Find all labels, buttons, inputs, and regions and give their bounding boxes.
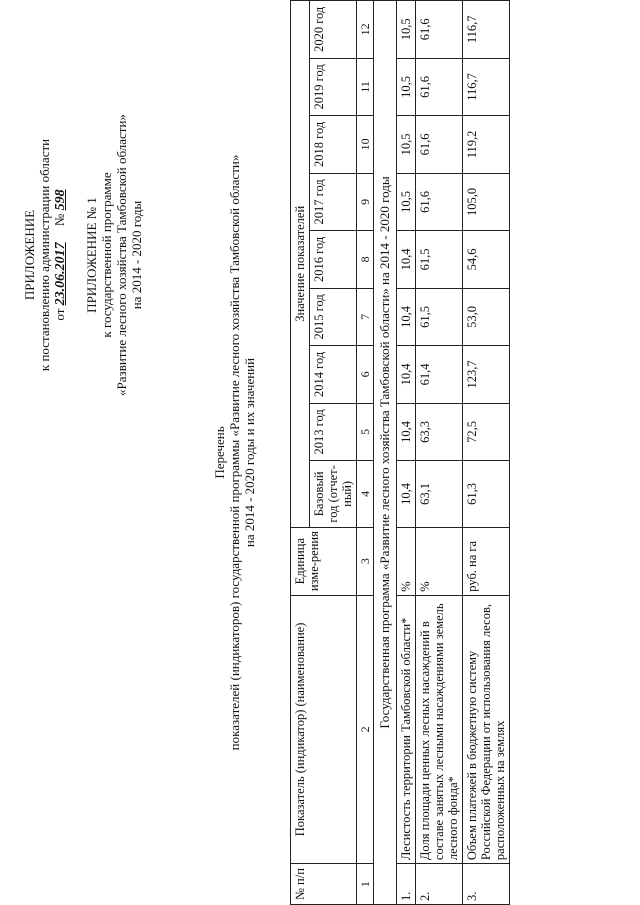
row-value: 63,1 <box>416 461 463 527</box>
row-value: 63,3 <box>416 403 463 461</box>
col-number: 11 <box>357 58 374 116</box>
list-line2: на 2014 - 2020 годы и их значений <box>242 357 257 548</box>
appendix-line1: к постановлению администрации области <box>37 138 52 372</box>
table-body <box>397 1 510 905</box>
section-title: Государственная программа «Развитие лесного хозяйства Тамбовской области» на 2014 - 2020 годы <box>374 1 397 905</box>
section-row <box>374 1 397 905</box>
row-value: 10,5 <box>397 173 416 231</box>
row-num: 1. <box>397 864 416 905</box>
row-value: 54,6 <box>463 231 510 289</box>
column-number-row <box>357 1 374 905</box>
row-value: 72,5 <box>463 403 510 461</box>
list-line1: показателей (индикаторов) государственной программы «Развитие лесного хозяйства Тамбовской области» <box>227 154 242 751</box>
row-unit: % <box>397 527 416 595</box>
appendix1-line3: на 2014 - 2020 годы <box>129 200 144 310</box>
row-num: 2. <box>416 864 463 905</box>
row-indicator: Доля площади ценных лесных насаждений в составе занятых лесными насаждениями земель лесного фонда* <box>416 595 463 863</box>
header-year: 2017 год <box>310 173 357 231</box>
header-indicator: Показатель (индикатор) (наименование) <box>291 595 357 863</box>
appendix1-line2: «Развитие лесного хозяйства Тамбовской области» <box>114 114 129 396</box>
list-title-block <box>212 0 257 905</box>
table-row <box>463 1 510 905</box>
number-label: № <box>52 213 67 227</box>
row-value: 61,6 <box>416 116 463 174</box>
header-year: 2016 год <box>310 231 357 289</box>
header-year: 2014 год <box>310 346 357 404</box>
header-year: 2015 год <box>310 288 357 346</box>
row-unit: % <box>416 527 463 595</box>
header-row-1 <box>291 1 310 905</box>
row-value: 10,4 <box>397 288 416 346</box>
row-value: 10,4 <box>397 461 416 527</box>
row-value: 119,2 <box>463 116 510 174</box>
handwritten-date: 23.06.2017 <box>53 242 68 306</box>
handwritten-number: 598 <box>53 189 68 211</box>
col-number: 6 <box>357 346 374 404</box>
row-value: 10,5 <box>397 1 416 59</box>
table-row <box>397 1 416 905</box>
list-title: Перечень <box>212 426 227 479</box>
row-unit: руб. на га <box>463 527 510 595</box>
indicators-table <box>290 0 510 905</box>
appendix1-title: ПРИЛОЖЕНИЕ № 1 <box>84 197 99 313</box>
row-indicator: Объем платежей в бюджетную систему Российской Федерации от использования лесов, расположенных на землях <box>463 595 510 863</box>
appendix-date-line <box>52 35 68 475</box>
col-number: 8 <box>357 231 374 289</box>
row-value: 61,6 <box>416 1 463 59</box>
table-row <box>416 1 463 905</box>
row-value: 61,5 <box>416 288 463 346</box>
col-number: 3 <box>357 527 374 595</box>
row-value: 53,0 <box>463 288 510 346</box>
row-value: 61,5 <box>416 231 463 289</box>
col-number: 9 <box>357 173 374 231</box>
header-year: 2020 год <box>310 1 357 59</box>
from-label: от <box>52 308 67 321</box>
row-value: 10,4 <box>397 403 416 461</box>
col-number: 10 <box>357 116 374 174</box>
row-value: 61,3 <box>463 461 510 527</box>
row-value: 105,0 <box>463 173 510 231</box>
row-num: 3. <box>463 864 510 905</box>
col-number: 1 <box>357 864 374 905</box>
header-year: 2018 год <box>310 116 357 174</box>
row-value: 116,7 <box>463 58 510 116</box>
col-number: 12 <box>357 1 374 59</box>
header-num: № п/п <box>291 864 357 905</box>
col-number: 2 <box>357 595 374 863</box>
appendix1-line1: к государственной программе <box>99 172 114 338</box>
row-value: 61,6 <box>416 173 463 231</box>
header-year: 2013 год <box>310 403 357 461</box>
appendix-title: ПРИЛОЖЕНИЕ <box>22 209 37 301</box>
col-number: 4 <box>357 461 374 527</box>
appendix-block <box>22 35 144 475</box>
header-values-group: Значение показателей <box>291 1 310 528</box>
header-year: 2019 год <box>310 58 357 116</box>
header-base-year: Базовый год (отчет-ный) <box>310 461 357 527</box>
col-number: 5 <box>357 403 374 461</box>
row-value: 10,5 <box>397 116 416 174</box>
row-indicator: Лесистость территории Тамбовской области* <box>397 595 416 863</box>
row-value: 10,5 <box>397 58 416 116</box>
header-unit: Единица изме-рения <box>291 527 357 595</box>
row-value: 10,4 <box>397 231 416 289</box>
row-value: 116,7 <box>463 1 510 59</box>
row-value: 10,4 <box>397 346 416 404</box>
row-value: 61,6 <box>416 58 463 116</box>
col-number: 7 <box>357 288 374 346</box>
row-value: 61,4 <box>416 346 463 404</box>
row-value: 123,7 <box>463 346 510 404</box>
